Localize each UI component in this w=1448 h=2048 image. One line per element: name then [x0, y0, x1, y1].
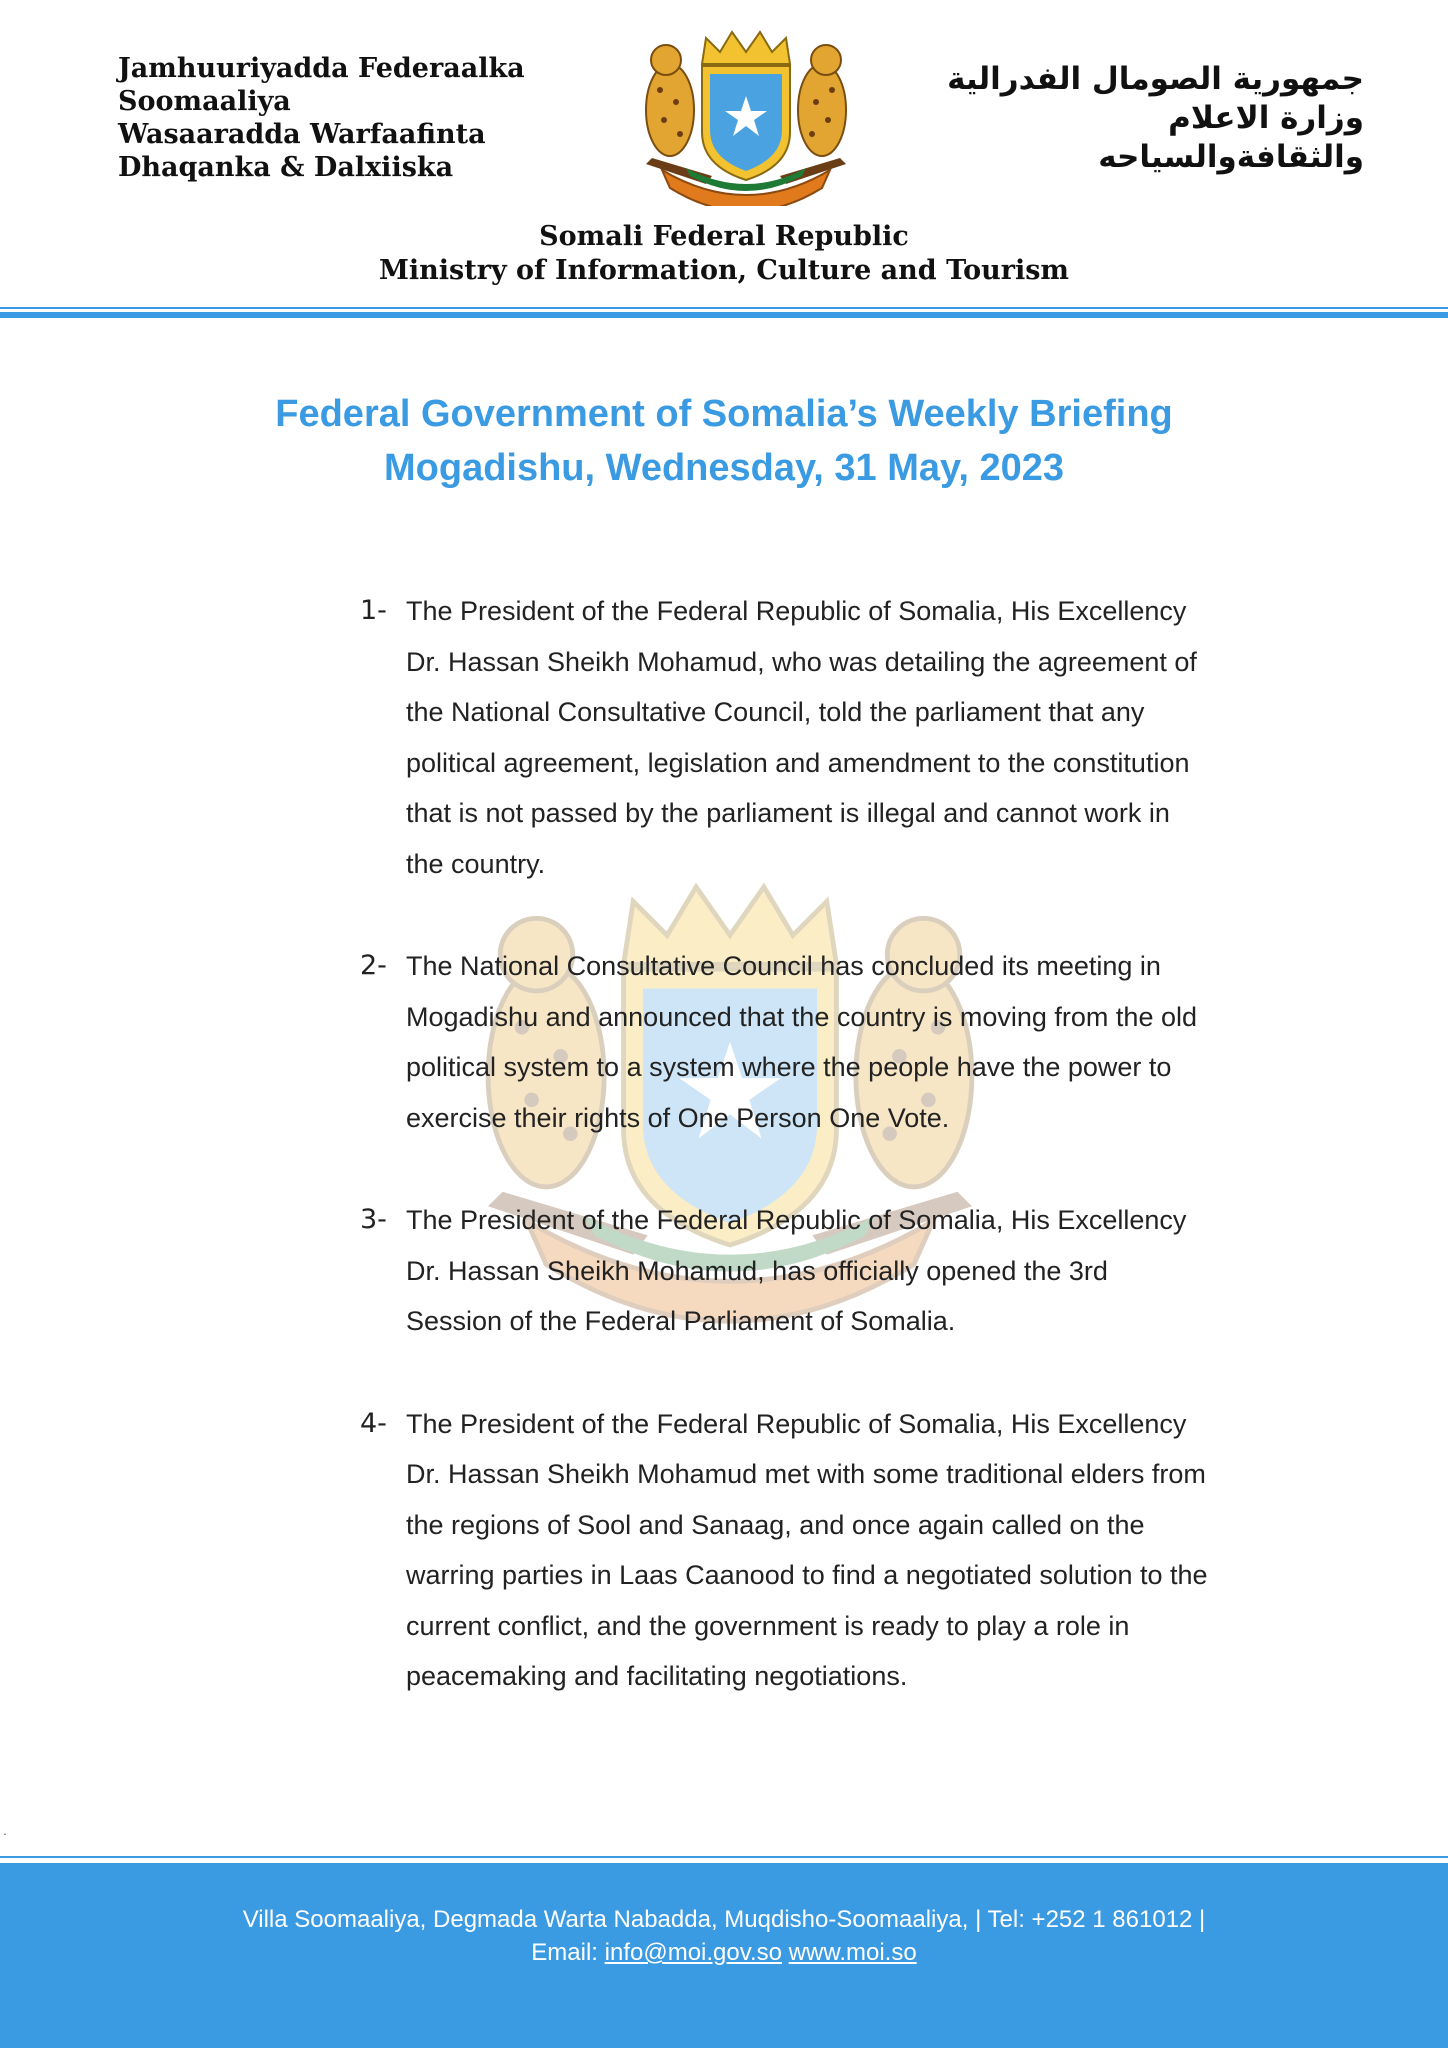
- item-line: the National Consultative Council, told the parliament that any: [406, 697, 1145, 727]
- item-line: current conflict, and the government is ready to play a role in: [406, 1610, 1130, 1641]
- briefing-title: [0, 387, 1448, 495]
- item-text: [406, 586, 1296, 889]
- briefing-item: [360, 1195, 1300, 1347]
- item-number: 2-: [360, 950, 387, 981]
- item-line: Dr. Hassan Sheikh Mohamud met with some traditional elders from: [406, 1459, 1206, 1489]
- item-number: 1-: [360, 595, 387, 626]
- item-line: political agreement, legislation and amendment to the constitution: [406, 747, 1190, 778]
- stray-mark: .: [3, 1822, 7, 1838]
- footer-contact: [0, 1936, 1448, 1969]
- letterhead-somali-line: Dhaqanka & Dalxiiska: [118, 152, 454, 183]
- website-link[interactable]: www.moi.so: [788, 1939, 917, 1966]
- item-line: the regions of Sool and Sanaag, and once again called on the: [406, 1509, 1145, 1540]
- letterhead-english: [0, 220, 1448, 288]
- item-line: The President of the Federal Republic of Somalia, His Excellency: [406, 1408, 1187, 1439]
- item-line: political system to a system where the people have the power to: [406, 1052, 1172, 1082]
- item-line: Mogadishu and announced that the country is moving from the old: [406, 1001, 1197, 1032]
- header-divider: [0, 312, 1448, 318]
- coat-of-arms-icon: [622, 30, 870, 206]
- letterhead-arabic: [894, 60, 1364, 177]
- briefing-items: [360, 586, 1300, 1754]
- letterhead-english-line: Ministry of Information, Culture and Tourism: [379, 255, 1069, 286]
- footer-email-label: Email:: [531, 1939, 598, 1966]
- letterhead-somali: [118, 52, 588, 184]
- letterhead-english-line: Somali Federal Republic: [539, 221, 909, 252]
- briefing-item: [360, 586, 1300, 889]
- letterhead-somali-line: Soomaaliya: [118, 86, 291, 117]
- letterhead-somali-line: Jamhuuriyadda Federaalka: [118, 53, 525, 84]
- item-line: The President of the Federal Republic of Somalia, His Excellency: [406, 596, 1187, 626]
- letterhead-arabic-line: وزارة الاعلام: [1168, 100, 1364, 136]
- page-subtitle: Mogadishu, Wednesday, 31 May, 2023: [383, 447, 1064, 489]
- email-link[interactable]: info@moi.gov.so: [604, 1939, 782, 1966]
- briefing-item: [360, 941, 1300, 1143]
- briefing-item: [360, 1399, 1300, 1702]
- item-line: The President of the Federal Republic of Somalia, His Excellency: [406, 1205, 1187, 1235]
- footer: [0, 1863, 1448, 2048]
- item-line: warring parties in Laas Caanood to find a negotiated solution to the: [406, 1560, 1208, 1590]
- item-text: [406, 941, 1296, 1143]
- item-line: exercise their rights of One Person One Vote.: [406, 1102, 950, 1133]
- item-number: 3-: [360, 1204, 387, 1235]
- item-line: The National Consultative Council has concluded its meeting in: [406, 951, 1161, 981]
- header-divider: [0, 307, 1448, 309]
- footer-address: Villa Soomaaliya, Degmada Warta Nabadda, Muqdisho-Soomaaliya, | Tel: +252 1 861012 |: [242, 1906, 1206, 1933]
- item-line: Session of the Federal Parliament of Somalia.: [406, 1306, 956, 1336]
- item-text: [406, 1399, 1296, 1702]
- page-title: Federal Government of Somalia’s Weekly Briefing: [275, 393, 1173, 435]
- item-line: that is not passed by the parliament is illegal and cannot work in: [406, 798, 1170, 828]
- item-line: Dr. Hassan Sheikh Mohamud, has officially opened the 3rd: [406, 1255, 1108, 1286]
- letterhead-arabic-line: والثقافةوالسياحه: [1098, 139, 1364, 175]
- footer-divider: [0, 1856, 1448, 1858]
- letterhead-somali-line: Wasaaradda Warfaafinta: [118, 119, 486, 150]
- item-number: 4-: [360, 1407, 387, 1439]
- letterhead-arabic-line: جمهورية الصومال الفدرالية: [947, 61, 1364, 97]
- item-line: the country.: [406, 848, 546, 879]
- item-line: peacemaking and facilitating negotiations.: [406, 1661, 908, 1691]
- item-text: [406, 1195, 1296, 1347]
- item-line: Dr. Hassan Sheikh Mohamud, who was detailing the agreement of: [406, 646, 1197, 677]
